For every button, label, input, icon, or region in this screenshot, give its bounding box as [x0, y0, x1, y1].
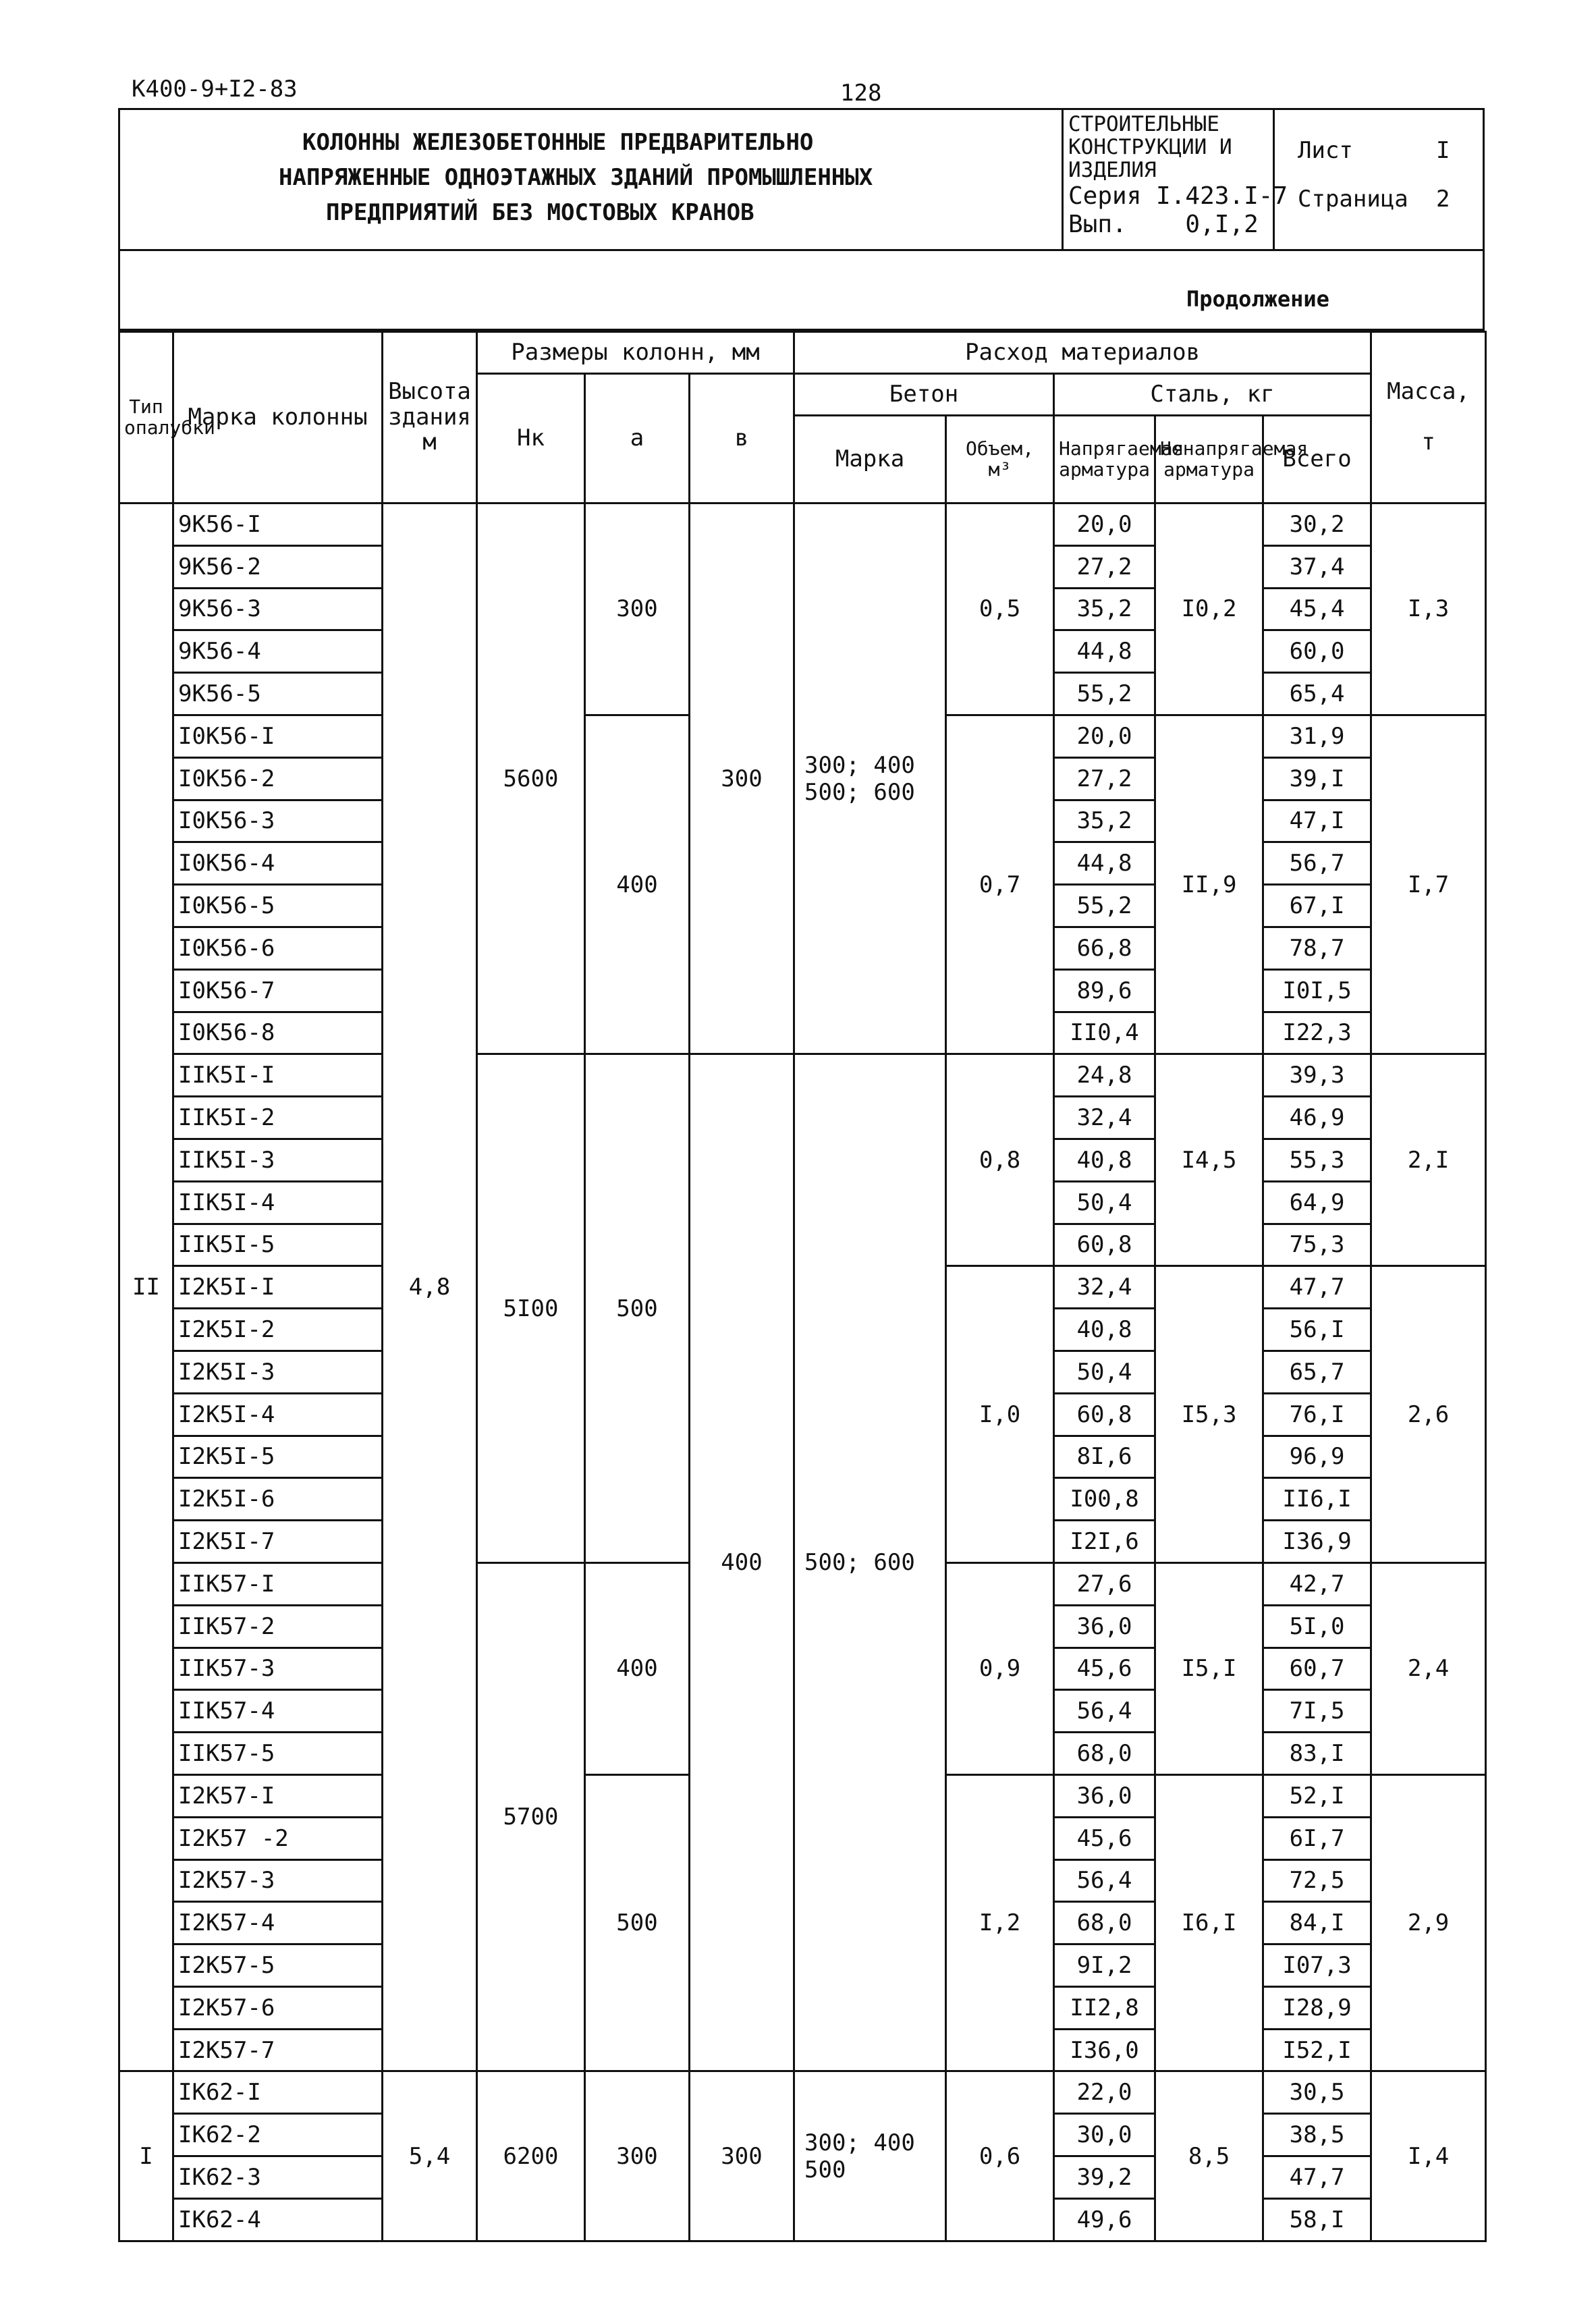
steel-prestressed: 36,0 [1054, 1774, 1155, 1817]
header-height-unit: м [422, 429, 437, 456]
steel-prestressed: 8I,6 [1054, 1436, 1155, 1478]
column-mark: I2К5I-4 [173, 1393, 383, 1436]
steel-non-prestressed-cell: I0,2 [1155, 504, 1263, 715]
doc-code: К400-9+I2-83 [132, 76, 298, 103]
column-mark: I0К56-4 [173, 842, 383, 885]
series-line: СТРОИТЕЛЬНЫЕ [1068, 112, 1219, 136]
column-mark: 9К56-3 [173, 588, 383, 630]
steel-prestressed: 40,8 [1054, 1139, 1155, 1181]
steel-total: 7I,5 [1263, 1690, 1371, 1733]
column-mark: 9К56-2 [173, 545, 383, 588]
column-mark: I0К56-I [173, 715, 383, 757]
series-line: Вып. 0,I,2 [1068, 211, 1259, 238]
steel-total: I22,3 [1263, 1012, 1371, 1054]
header-concrete-volume: Объем, м³ [946, 416, 1054, 504]
continuation-row [118, 251, 1485, 331]
hk-cell: 5700 [477, 1562, 585, 2071]
title-line-2: НАПРЯЖЕННЫЕ ОДНОЭТАЖНЫХ ЗДАНИЙ ПРОМЫШЛЕННЫХ [279, 164, 873, 191]
steel-prestressed: 32,4 [1054, 1266, 1155, 1309]
steel-total: I28,9 [1263, 1986, 1371, 2029]
header-mass-unit: т [1421, 429, 1435, 456]
steel-total: II6,I [1263, 1478, 1371, 1521]
column-mark: I2К5I-I [173, 1266, 383, 1309]
a-cell: 400 [585, 1562, 690, 1774]
column-mark: 9К56-5 [173, 673, 383, 715]
steel-prestressed: 32,4 [1054, 1097, 1155, 1139]
steel-total: 39,3 [1263, 1054, 1371, 1097]
steel-total: 75,3 [1263, 1224, 1371, 1266]
steel-total: 52,I [1263, 1774, 1371, 1817]
column-mark: I0К56-6 [173, 927, 383, 969]
column-mark: I2К5I-7 [173, 1521, 383, 1563]
page-label: Страница [1298, 186, 1408, 213]
column-mark: 9К56-4 [173, 630, 383, 673]
a-cell: 400 [585, 715, 690, 1054]
steel-total: 60,0 [1263, 630, 1371, 673]
b-cell: 300 [690, 2071, 794, 2241]
steel-total: 55,3 [1263, 1139, 1371, 1181]
continuation-label: Продолжение [1186, 286, 1329, 312]
steel-non-prestressed-cell: I6,I [1155, 1774, 1263, 2071]
sheet-label: Лист [1298, 137, 1353, 164]
column-mark: IIК5I-5 [173, 1224, 383, 1266]
column-mark: IIК5I-4 [173, 1181, 383, 1224]
title-block [118, 108, 1485, 251]
steel-prestressed: 50,4 [1054, 1181, 1155, 1224]
concrete-volume-cell: 0,6 [946, 2071, 1054, 2241]
steel-total: 56,I [1263, 1309, 1371, 1351]
header-b: в [690, 374, 794, 504]
steel-total: 45,4 [1263, 588, 1371, 630]
a-cell: 300 [585, 504, 690, 715]
concrete-volume-cell: I,0 [946, 1266, 1054, 1563]
steel-prestressed: 24,8 [1054, 1054, 1155, 1097]
column-mark: IК62-2 [173, 2114, 383, 2156]
concrete-mark-cell: 300; 400 500; 600 [794, 504, 946, 1054]
column-mark: I0К56-5 [173, 885, 383, 927]
a-cell: 500 [585, 1054, 690, 1563]
table-body [119, 504, 1486, 2241]
column-mark: IК62-4 [173, 2198, 383, 2241]
mass-cell: 2,I [1371, 1054, 1486, 1266]
column-mark: IIК5I-3 [173, 1139, 383, 1181]
column-mark: I2К57 -2 [173, 1817, 383, 1859]
column-mark: 9К56-I [173, 504, 383, 546]
header-mass [1371, 332, 1486, 504]
b-cell: 300 [690, 504, 794, 1054]
steel-prestressed: 50,4 [1054, 1351, 1155, 1393]
type-cell: II [119, 504, 173, 2071]
steel-prestressed: 27,2 [1054, 545, 1155, 588]
header-steel-total: Всего [1263, 416, 1371, 504]
steel-non-prestressed-cell: I5,3 [1155, 1266, 1263, 1563]
height-cell: 4,8 [383, 504, 477, 2071]
steel-total: 30,5 [1263, 2071, 1371, 2114]
steel-total: 30,2 [1263, 504, 1371, 546]
steel-non-prestressed-cell: II,9 [1155, 715, 1263, 1054]
steel-non-prestressed-cell: 8,5 [1155, 2071, 1263, 2241]
steel-total: 96,9 [1263, 1436, 1371, 1478]
mass-cell: 2,6 [1371, 1266, 1486, 1563]
header-materials: Расход материалов [794, 332, 1371, 374]
steel-total: 83,I [1263, 1733, 1371, 1775]
steel-prestressed: 56,4 [1054, 1859, 1155, 1902]
steel-total: I52,I [1263, 2029, 1371, 2071]
steel-total: 72,5 [1263, 1859, 1371, 1902]
steel-prestressed: II0,4 [1054, 1012, 1155, 1054]
steel-total: 37,4 [1263, 545, 1371, 588]
column-mark: IIК57-2 [173, 1605, 383, 1648]
hk-cell: 6200 [477, 2071, 585, 2241]
column-mark: I2К57-4 [173, 1902, 383, 1944]
steel-total: 78,7 [1263, 927, 1371, 969]
header-concrete: Бетон [794, 374, 1054, 416]
header-hk: Нк [477, 374, 585, 504]
column-mark: IIК5I-I [173, 1054, 383, 1097]
page-value: 2 [1436, 186, 1450, 213]
table-row [119, 2071, 1486, 2114]
steel-prestressed: 40,8 [1054, 1309, 1155, 1351]
column-mark: I2К57-3 [173, 1859, 383, 1902]
steel-prestressed: 44,8 [1054, 842, 1155, 885]
column-mark: IIК57-I [173, 1562, 383, 1605]
steel-prestressed: 39,2 [1054, 2156, 1155, 2199]
mass-cell: I,3 [1371, 504, 1486, 715]
mass-cell: I,4 [1371, 2071, 1486, 2241]
steel-prestressed: 20,0 [1054, 715, 1155, 757]
header-steel: Сталь, кг [1054, 374, 1371, 416]
column-mark: I0К56-3 [173, 800, 383, 842]
column-mark: IIК5I-2 [173, 1097, 383, 1139]
columns-table [118, 331, 1487, 2242]
steel-total: 46,9 [1263, 1097, 1371, 1139]
steel-total: 60,7 [1263, 1648, 1371, 1690]
steel-total: 42,7 [1263, 1562, 1371, 1605]
steel-total: 5I,0 [1263, 1605, 1371, 1648]
steel-total: 47,7 [1263, 2156, 1371, 2199]
column-mark: IIК57-5 [173, 1733, 383, 1775]
title-line-1: КОЛОННЫ ЖЕЛЕЗОБЕТОННЫЕ ПРЕДВАРИТЕЛЬНО [302, 129, 814, 156]
mass-cell: 2,9 [1371, 1774, 1486, 2071]
steel-prestressed: I36,0 [1054, 2029, 1155, 2071]
header-height-label: Высота здания [388, 378, 471, 431]
steel-total: 65,7 [1263, 1351, 1371, 1393]
header-mass-label: Масса, [1387, 378, 1470, 406]
steel-prestressed: 27,6 [1054, 1562, 1155, 1605]
steel-prestressed: 30,0 [1054, 2114, 1155, 2156]
column-mark: I2К5I-5 [173, 1436, 383, 1478]
steel-total: 65,4 [1263, 673, 1371, 715]
header-steel-non-prestressed: Ненапрягаемая арматура [1155, 416, 1263, 504]
concrete-mark-cell: 300; 400 500 [794, 2071, 946, 2241]
header-concrete-mark: Марка [794, 416, 946, 504]
header-type: Тип опалубки [119, 332, 173, 504]
column-mark: IIК57-4 [173, 1690, 383, 1733]
steel-total: 67,I [1263, 885, 1371, 927]
column-mark: I0К56-7 [173, 969, 383, 1012]
column-mark: I2К5I-6 [173, 1478, 383, 1521]
steel-prestressed: 20,0 [1054, 504, 1155, 546]
column-mark: I0К56-8 [173, 1012, 383, 1054]
steel-prestressed: 89,6 [1054, 969, 1155, 1012]
steel-prestressed: 45,6 [1054, 1648, 1155, 1690]
table-row [119, 1054, 1486, 1097]
column-mark: I2К57-7 [173, 2029, 383, 2071]
steel-total: 76,I [1263, 1393, 1371, 1436]
header-mark: Марка колонны [173, 332, 383, 504]
sheet-value: I [1436, 137, 1450, 164]
steel-total: 47,I [1263, 800, 1371, 842]
b-cell: 400 [690, 1054, 794, 2071]
mass-cell: 2,4 [1371, 1562, 1486, 1774]
steel-prestressed: 60,8 [1054, 1224, 1155, 1266]
column-mark: I0К56-2 [173, 757, 383, 800]
steel-total: I07,3 [1263, 1944, 1371, 1987]
steel-total: I0I,5 [1263, 969, 1371, 1012]
series-block [1068, 113, 1288, 238]
steel-total: 31,9 [1263, 715, 1371, 757]
concrete-volume-cell: 0,5 [946, 504, 1054, 715]
series-line: ИЗДЕЛИЯ [1068, 158, 1157, 182]
a-cell: 500 [585, 1774, 690, 2071]
steel-prestressed: 27,2 [1054, 757, 1155, 800]
steel-prestressed: 22,0 [1054, 2071, 1155, 2114]
steel-prestressed: 35,2 [1054, 800, 1155, 842]
series-line: Серия I.423.I-7 [1068, 182, 1288, 210]
column-mark: IIК57-3 [173, 1648, 383, 1690]
concrete-mark-cell: 500; 600 [794, 1054, 946, 2071]
steel-prestressed: 35,2 [1054, 588, 1155, 630]
hk-cell: 5I00 [477, 1054, 585, 1563]
title-line-3: ПРЕДПРИЯТИЙ БЕЗ МОСТОВЫХ КРАНОВ [326, 199, 754, 226]
steel-non-prestressed-cell: I4,5 [1155, 1054, 1263, 1266]
steel-prestressed: 49,6 [1054, 2198, 1155, 2241]
mass-cell: I,7 [1371, 715, 1486, 1054]
steel-prestressed: 44,8 [1054, 630, 1155, 673]
steel-prestressed: II2,8 [1054, 1986, 1155, 2029]
steel-prestressed: I00,8 [1054, 1478, 1155, 1521]
steel-total: 39,I [1263, 757, 1371, 800]
steel-prestressed: 9I,2 [1054, 1944, 1155, 1987]
a-cell: 300 [585, 2071, 690, 2241]
steel-total: 38,5 [1263, 2114, 1371, 2156]
steel-prestressed: 68,0 [1054, 1733, 1155, 1775]
steel-total: 84,I [1263, 1902, 1371, 1944]
height-cell: 5,4 [383, 2071, 477, 2241]
type-cell: I [119, 2071, 173, 2241]
page-number: 128 [840, 80, 882, 107]
concrete-volume-cell: I,2 [946, 1774, 1054, 2071]
column-mark: I2К5I-2 [173, 1309, 383, 1351]
hk-cell: 5600 [477, 504, 585, 1054]
concrete-volume-cell: 0,9 [946, 1562, 1054, 1774]
column-mark: IК62-3 [173, 2156, 383, 2199]
header-dims: Размеры колонн, мм [477, 332, 794, 374]
series-line: КОНСТРУКЦИИ И [1068, 135, 1232, 159]
steel-non-prestressed-cell: I5,I [1155, 1562, 1263, 1774]
column-mark: I2К5I-3 [173, 1351, 383, 1393]
column-mark: I2К57-6 [173, 1986, 383, 2029]
steel-total: 56,7 [1263, 842, 1371, 885]
steel-total: 58,I [1263, 2198, 1371, 2241]
table-row [119, 504, 1486, 546]
steel-total: 47,7 [1263, 1266, 1371, 1309]
steel-total: 64,9 [1263, 1181, 1371, 1224]
steel-prestressed: 55,2 [1054, 885, 1155, 927]
column-mark: IК62-I [173, 2071, 383, 2114]
column-mark: I2К57-5 [173, 1944, 383, 1987]
steel-prestressed: 55,2 [1054, 673, 1155, 715]
steel-prestressed: 66,8 [1054, 927, 1155, 969]
steel-prestressed: 45,6 [1054, 1817, 1155, 1859]
concrete-volume-cell: 0,8 [946, 1054, 1054, 1266]
steel-prestressed: 36,0 [1054, 1605, 1155, 1648]
concrete-volume-cell: 0,7 [946, 715, 1054, 1054]
column-mark: I2К57-I [173, 1774, 383, 1817]
steel-total: 6I,7 [1263, 1817, 1371, 1859]
steel-prestressed: 56,4 [1054, 1690, 1155, 1733]
steel-prestressed: 68,0 [1054, 1902, 1155, 1944]
steel-prestressed: I2I,6 [1054, 1521, 1155, 1563]
header-steel-prestressed: Напрягаемая арматура [1054, 416, 1155, 504]
header-a: а [585, 374, 690, 504]
steel-prestressed: 60,8 [1054, 1393, 1155, 1436]
header-height [383, 332, 477, 504]
steel-total: I36,9 [1263, 1521, 1371, 1563]
